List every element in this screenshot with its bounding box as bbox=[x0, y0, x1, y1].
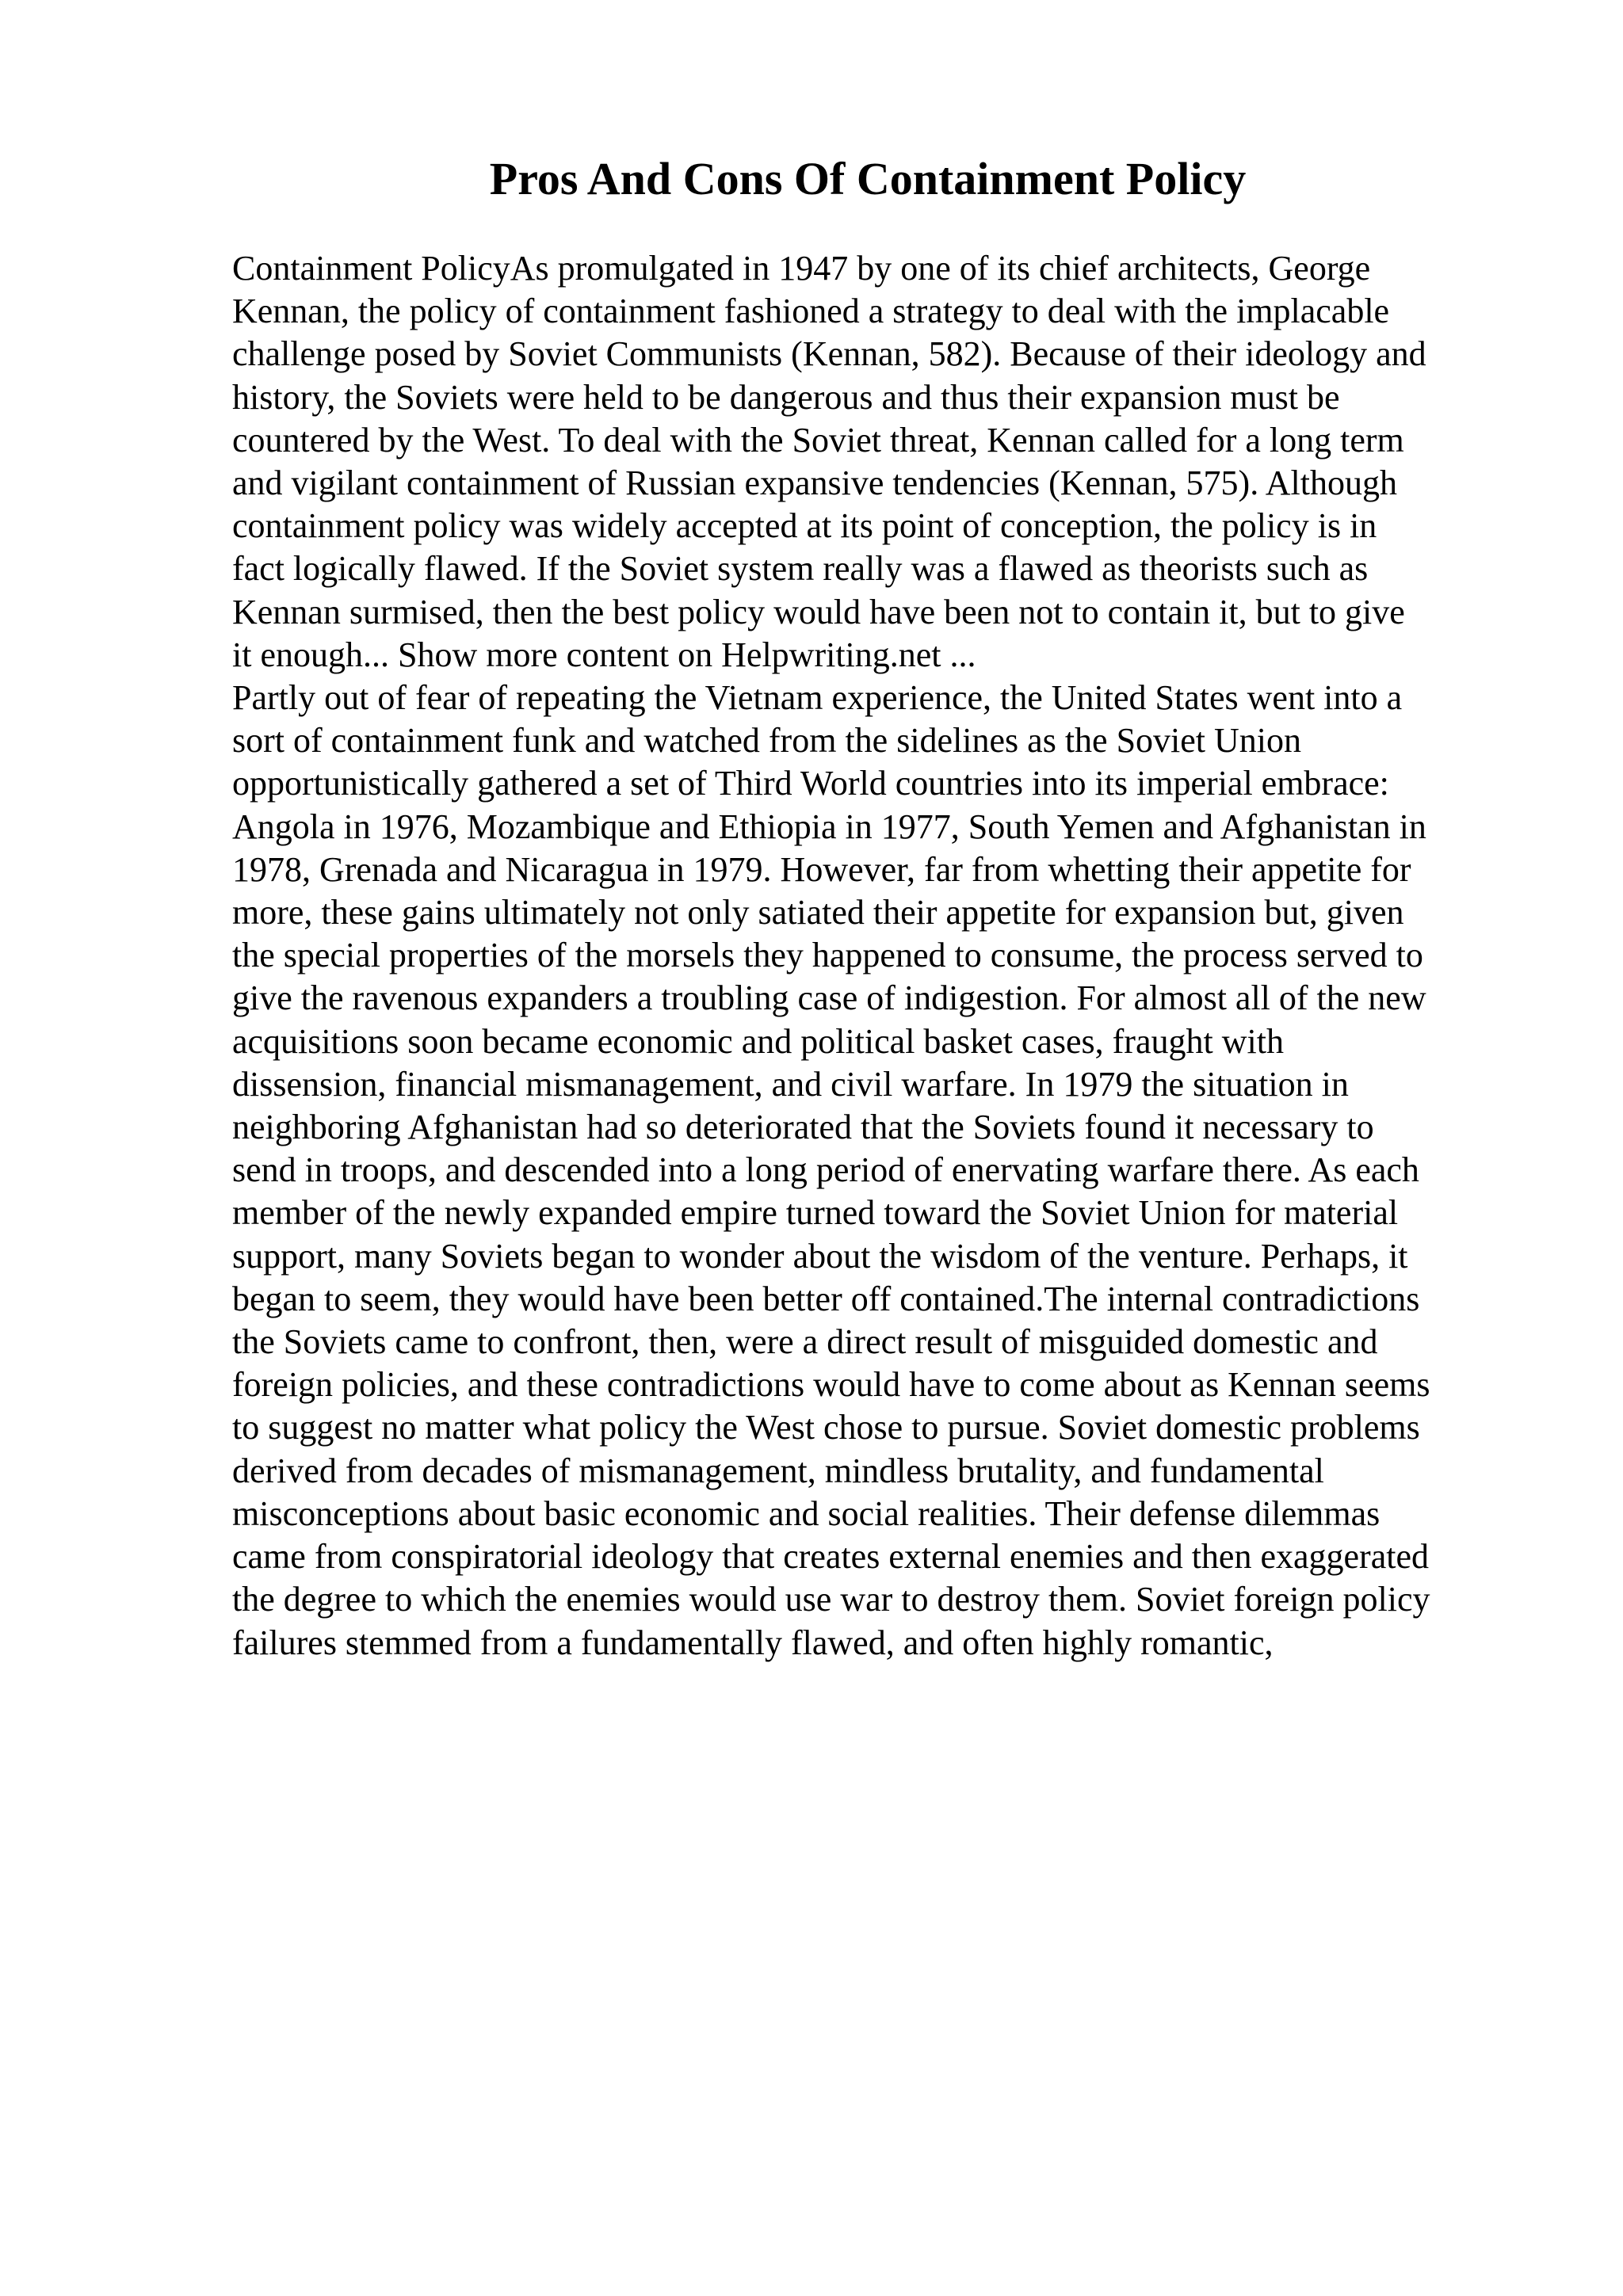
body-text-line: neighboring Afghanistan had so deteriorated that the Soviets found it necessary to bbox=[232, 1108, 1374, 1147]
document-title: Pros And Cons Of Containment Policy bbox=[489, 153, 1247, 204]
body-text-line: acquisitions soon became economic and political basket cases, fraught with bbox=[232, 1021, 1284, 1061]
body-text-line: send in troops, and descended into a long period of enervating warfare there. As each bbox=[232, 1150, 1419, 1190]
body-text-line: member of the newly expanded empire turned toward the Soviet Union for material bbox=[232, 1193, 1399, 1233]
body-text-line: 1978, Grenada and Nicaragua in 1979. However, far from whetting their appetite for bbox=[232, 849, 1411, 889]
body-text-line: the degree to which the enemies would use war to destroy them. Soviet foreign policy bbox=[232, 1580, 1430, 1619]
body-text-line: countered by the West. To deal with the Soviet threat, Kennan called for a long term bbox=[232, 420, 1404, 460]
body-text-line: containment policy was widely accepted at its point of conception, the policy is in bbox=[232, 506, 1377, 546]
body-text-line: challenge posed by Soviet Communists (Kennan, 582). Because of their ideology and bbox=[232, 334, 1426, 374]
body-text-line: Containment PolicyAs promulgated in 1947 by one of its chief architects, George bbox=[232, 249, 1371, 288]
body-text-line: failures stemmed from a fundamentally flawed, and often highly romantic, bbox=[232, 1623, 1274, 1662]
body-text-line: support, many Soviets began to wonder about the wisdom of the venture. Perhaps, it bbox=[232, 1236, 1408, 1276]
body-text-line: it enough... Show more content on Helpwriting.net ... bbox=[232, 635, 976, 674]
body-text-line: fact logically flawed. If the Soviet system really was a flawed as theorists such as bbox=[232, 549, 1369, 589]
body-text-line: to suggest no matter what policy the West chose to pursue. Soviet domestic problems bbox=[232, 1408, 1420, 1447]
body-text-line: the special properties of the morsels they happened to consume, the process served to bbox=[232, 936, 1423, 975]
body-text-line: foreign policies, and these contradictions would have to come about as Kennan seems bbox=[232, 1365, 1430, 1405]
body-text-line: history, the Soviets were held to be dangerous and thus their expansion must be bbox=[232, 377, 1340, 417]
body-text-line: more, these gains ultimately not only satiated their appetite for expansion but, given bbox=[232, 893, 1404, 933]
body-text-line: came from conspiratorial ideology that creates external enemies and then exaggerated bbox=[232, 1537, 1429, 1577]
body-text-line: began to seem, they would have been better off contained.The internal contradictions bbox=[232, 1279, 1420, 1318]
body-text-line: and vigilant containment of Russian expansive tendencies (Kennan, 575). Although bbox=[232, 463, 1398, 503]
body-text-line: misconceptions about basic economic and social realities. Their defense dilemmas bbox=[232, 1493, 1381, 1533]
body-text-line: derived from decades of mismanagement, mindless brutality, and fundamental bbox=[232, 1451, 1324, 1490]
body-text-line: Angola in 1976, Mozambique and Ethiopia in 1977, South Yemen and Afghanistan in bbox=[232, 807, 1426, 846]
body-text-line: Kennan, the policy of containment fashioned a strategy to deal with the implacable bbox=[232, 292, 1390, 331]
body-text-line: give the ravenous expanders a troubling case of indigestion. For almost all of the new bbox=[232, 978, 1426, 1018]
body-text-line: dissension, financial mismanagement, and civil warfare. In 1979 the situation in bbox=[232, 1064, 1349, 1104]
body-text-line: the Soviets came to confront, then, were a direct result of misguided domestic and bbox=[232, 1322, 1378, 1362]
body-text-line: opportunistically gathered a set of Third World countries into its imperial embrace: bbox=[232, 764, 1389, 803]
document-body bbox=[232, 247, 1516, 1665]
body-text-line: Partly out of fear of repeating the Vietnam experience, the United States went into a bbox=[232, 678, 1403, 718]
body-text-line: Kennan surmised, then the best policy would have been not to contain it, but to give bbox=[232, 592, 1405, 631]
body-text-line: sort of containment funk and watched from the sidelines as the Soviet Union bbox=[232, 721, 1302, 761]
